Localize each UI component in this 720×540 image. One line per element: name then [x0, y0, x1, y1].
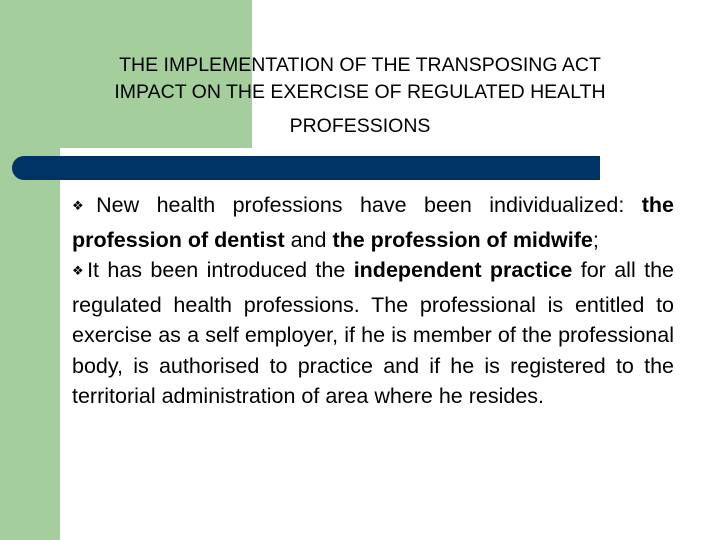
- bullet-2-bold-independent-practice: independent practice: [353, 258, 573, 282]
- diamond-checkmark-icon: ❖: [72, 264, 87, 279]
- bullet-1-text-a: New health professions have been individualized:: [96, 193, 642, 217]
- bullet-1-bold-dentist: the profession of dentist: [72, 193, 675, 252]
- bullet-1-text-b: and: [284, 227, 333, 252]
- diamond-checkmark-icon: ❖: [72, 199, 96, 214]
- bullet-1-bold-midwife: the profession of midwife: [332, 227, 593, 252]
- bullet-item-2: [72, 255, 674, 412]
- bullet-2-text-a: It has been introduced the: [87, 258, 354, 282]
- title-line-1: THE IMPLEMENTATION OF THE TRANSPOSING ACT: [119, 54, 601, 76]
- title-line-3: PROFESSIONS: [289, 115, 431, 137]
- green-side-strip: [0, 148, 60, 540]
- slide-body: [72, 190, 674, 412]
- title-line-2: IMPACT ON THE EXERCISE OF REGULATED HEALTH: [114, 81, 606, 103]
- bullet-2-text-b: for all the regulated health professions. The professional is entitled to exercise as a self employer, if he is member of the professional body, is authorised to practice and if he is registered to the territorial administration of area where he resides.: [72, 258, 674, 408]
- title-underline-bar: [12, 156, 600, 180]
- slide-title: [30, 52, 690, 140]
- bullet-item-1: [72, 190, 674, 255]
- bullet-1-text-c: ;: [592, 227, 599, 252]
